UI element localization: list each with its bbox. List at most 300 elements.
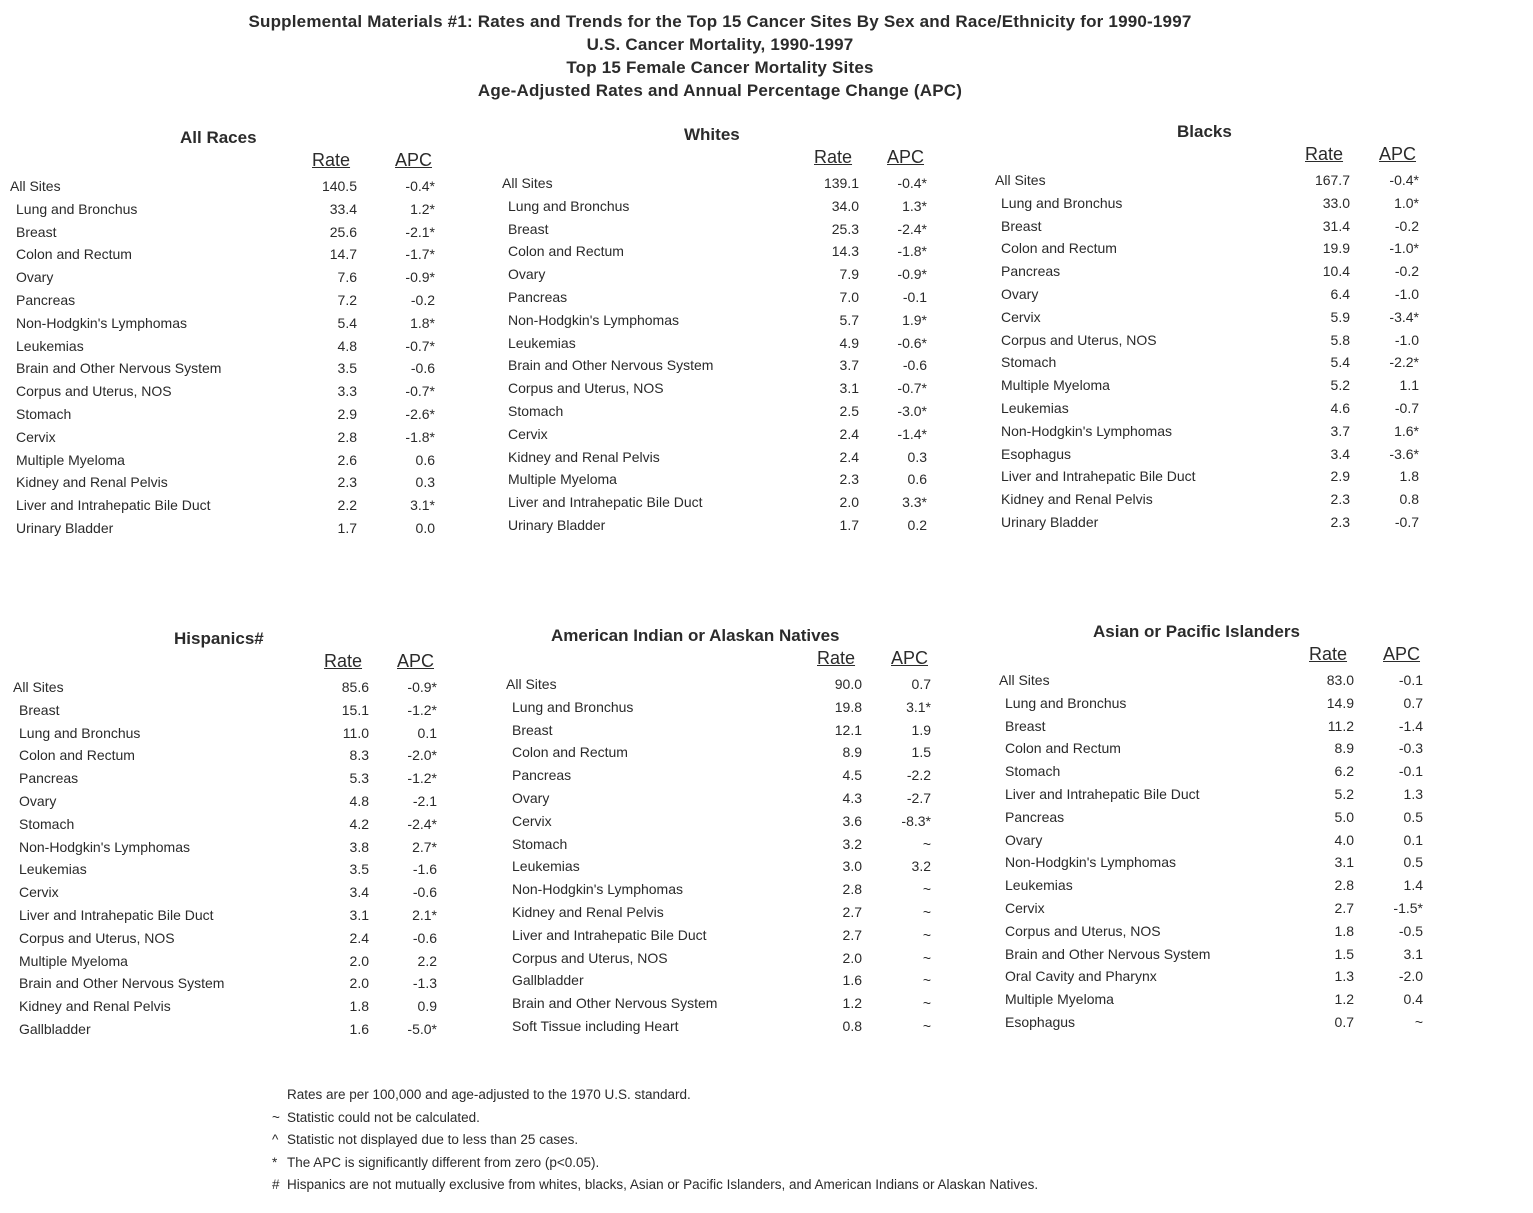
table-row xyxy=(506,810,966,833)
footnote-tilde: ~ Statistic could not be calculated. xyxy=(272,1107,1038,1130)
rate-value: 1.8 xyxy=(349,998,369,1015)
rate-value: 2.2 xyxy=(337,497,357,514)
table-row xyxy=(10,175,470,198)
apc-value: -0.1 xyxy=(902,288,927,305)
table-row xyxy=(506,1015,966,1038)
rate-value: 2.3 xyxy=(337,474,357,491)
site-name: Liver and Intrahepatic Bile Duct xyxy=(1001,468,1196,485)
apc-value: -2.1 xyxy=(412,792,437,809)
apc-value: ~ xyxy=(922,995,931,1012)
site-name: Corpus and Uterus, NOS xyxy=(1001,331,1157,348)
apc-value: -0.3 xyxy=(1398,740,1423,757)
site-name: Breast xyxy=(19,701,60,718)
rate-value: 3.1 xyxy=(839,380,859,397)
rate-value: 11.0 xyxy=(342,724,369,741)
apc-value: -8.3* xyxy=(901,812,931,829)
rate-value: 2.4 xyxy=(349,929,369,946)
footnote-asterisk: * The APC is significantly different from zero (p<0.05). xyxy=(272,1152,1038,1175)
table-row xyxy=(506,719,966,742)
subtitle-sites: Top 15 Female Cancer Mortality Sites xyxy=(566,58,874,77)
apc-value: -1.2* xyxy=(407,701,437,718)
site-name: Kidney and Renal Pelvis xyxy=(512,903,664,920)
table-row xyxy=(995,397,1455,420)
apc-value: -0.4* xyxy=(405,178,435,194)
site-name: Ovary xyxy=(19,792,57,809)
table-row xyxy=(999,965,1459,988)
table-row xyxy=(502,172,962,195)
apc-value: -2.6* xyxy=(405,405,435,422)
table-row xyxy=(995,374,1455,397)
rate-value: 3.5 xyxy=(349,861,369,878)
site-name: Brain and Other Nervous System xyxy=(19,975,225,992)
rate-value: 2.7 xyxy=(1334,899,1354,916)
table-row xyxy=(995,237,1455,260)
rate-value: 12.1 xyxy=(834,721,862,738)
rate-value: 0.7 xyxy=(1334,1013,1354,1030)
table-row xyxy=(13,950,473,973)
site-name: Pancreas xyxy=(1001,263,1061,280)
rate-value: 3.2 xyxy=(842,835,862,852)
table-row xyxy=(13,995,473,1018)
data-rows xyxy=(502,172,962,537)
rate-value: 5.7 xyxy=(839,311,859,328)
apc-value: 2.7* xyxy=(412,838,437,855)
site-name: Breast xyxy=(1005,717,1046,734)
data-rows xyxy=(10,175,470,540)
rate-value: 2.0 xyxy=(839,494,859,511)
apc-value: -0.6 xyxy=(412,929,437,946)
apc-value: ~ xyxy=(922,926,931,943)
apc-value: 3.1* xyxy=(410,497,435,514)
rate-value: 2.3 xyxy=(1330,491,1350,508)
site-name: Multiple Myeloma xyxy=(1005,991,1114,1008)
footnote-caret: ^ Statistic not displayed due to less than 25 cases. xyxy=(272,1129,1038,1152)
site-name: Kidney and Renal Pelvis xyxy=(16,474,168,491)
apc-value: -1.7* xyxy=(405,246,435,263)
rate-value: 33.4 xyxy=(329,200,357,217)
apc-value: 1.8 xyxy=(1399,468,1419,485)
site-name: Esophagus xyxy=(1005,1013,1076,1030)
table-row xyxy=(506,696,966,719)
apc-value: -0.4* xyxy=(897,175,927,191)
table-row xyxy=(999,1011,1459,1034)
site-name: Ovary xyxy=(16,269,54,286)
rate-value: 19.9 xyxy=(1322,240,1350,257)
site-name: Non-Hodgkin's Lymphomas xyxy=(508,311,680,328)
apc-value: ~ xyxy=(922,972,931,989)
table-row xyxy=(995,329,1455,352)
table-row xyxy=(10,403,470,426)
subtitle-rates: Age-Adjusted Rates and Annual Percentage Change (APC) xyxy=(477,81,963,100)
rate-value: 5.3 xyxy=(349,770,369,787)
table-row xyxy=(13,699,473,722)
apc-value: -3.6* xyxy=(1389,445,1419,462)
rate-value: 5.8 xyxy=(1330,331,1350,348)
table-row xyxy=(506,969,966,992)
rate-value: 1.2 xyxy=(1334,991,1354,1008)
table-row xyxy=(10,380,470,403)
site-name: Urinary Bladder xyxy=(508,516,606,533)
table-row xyxy=(999,874,1459,897)
site-name: Lung and Bronchus xyxy=(512,698,634,715)
site-name: Corpus and Uterus, NOS xyxy=(512,949,668,966)
apc-value: 0.6 xyxy=(415,451,435,468)
rate-value: 2.9 xyxy=(1330,468,1350,485)
table-row xyxy=(995,511,1455,534)
table-row xyxy=(13,1018,473,1041)
apc-value: -2.0* xyxy=(407,747,437,764)
table-row xyxy=(999,806,1459,829)
table-row xyxy=(10,357,470,380)
site-name: Multiple Myeloma xyxy=(1001,377,1110,394)
rate-value: 7.9 xyxy=(839,266,859,283)
site-name: Liver and Intrahepatic Bile Duct xyxy=(16,497,211,514)
apc-value: -0.9* xyxy=(407,679,437,695)
site-name: Ovary xyxy=(508,266,546,283)
rate-value: 7.0 xyxy=(839,288,859,305)
table-row xyxy=(10,471,470,494)
panel-title: American Indian or Alaskan Natives xyxy=(551,626,840,645)
apc-value: -3.4* xyxy=(1389,308,1419,325)
table-row xyxy=(999,897,1459,920)
rate-value: 5.2 xyxy=(1330,377,1350,394)
table-row xyxy=(506,764,966,787)
rate-value: 2.8 xyxy=(1334,877,1354,894)
rate-value: 11.2 xyxy=(1327,717,1354,734)
site-name: Leukemias xyxy=(508,334,576,351)
table-row xyxy=(10,198,470,221)
site-name: Stomach xyxy=(512,835,568,852)
rate-value: 1.6 xyxy=(349,1020,369,1037)
rate-value: 4.8 xyxy=(349,792,369,809)
table-row xyxy=(999,851,1459,874)
apc-value: -0.7 xyxy=(1394,399,1419,416)
rate-column-header: Rate xyxy=(312,150,351,170)
footnote-symbol: * xyxy=(272,1154,278,1170)
rate-value: 15.1 xyxy=(341,701,369,718)
site-name: Stomach xyxy=(19,815,75,832)
site-name: Leukemias xyxy=(512,858,580,875)
table-row xyxy=(502,514,962,537)
rate-value: 2.6 xyxy=(337,451,357,468)
site-name: Multiple Myeloma xyxy=(19,952,128,969)
rate-value: 2.4 xyxy=(839,448,859,465)
apc-value: -2.7 xyxy=(906,789,931,806)
rate-value: 34.0 xyxy=(831,197,859,214)
rate-value: 1.8 xyxy=(1334,922,1354,939)
apc-value: 1.2* xyxy=(410,200,435,217)
rate-value: 3.5 xyxy=(337,360,357,377)
site-name: All Sites xyxy=(506,676,557,692)
site-name: Soft Tissue including Heart xyxy=(512,1017,679,1034)
apc-value: 0.1 xyxy=(1403,831,1423,848)
site-name: Leukemias xyxy=(1001,399,1069,416)
apc-value: 0.7 xyxy=(1403,694,1423,711)
apc-value: ~ xyxy=(922,881,931,898)
site-name: Lung and Bronchus xyxy=(1001,194,1123,211)
rate-value: 4.6 xyxy=(1330,399,1350,416)
site-name: Pancreas xyxy=(1005,808,1065,825)
apc-value: 1.3 xyxy=(1403,785,1423,802)
rate-value: 2.8 xyxy=(337,428,357,445)
apc-value: ~ xyxy=(922,835,931,852)
site-name: Non-Hodgkin's Lymphomas xyxy=(1001,422,1173,439)
rate-value: 0.8 xyxy=(842,1017,862,1034)
rate-value: 33.0 xyxy=(1322,194,1350,211)
apc-value: 3.3* xyxy=(902,494,927,511)
table-row xyxy=(10,449,470,472)
apc-value: -1.2* xyxy=(407,770,437,787)
table-row xyxy=(502,491,962,514)
apc-value: -1.0 xyxy=(1394,331,1419,348)
apc-value: -1.8* xyxy=(897,243,927,260)
table-row xyxy=(999,669,1459,692)
table-row xyxy=(502,286,962,309)
apc-value: -5.0* xyxy=(407,1020,437,1037)
rate-value: 7.6 xyxy=(337,269,357,286)
table-row xyxy=(506,947,966,970)
table-row xyxy=(502,423,962,446)
site-name: All Sites xyxy=(995,172,1046,188)
table-row xyxy=(502,309,962,332)
site-name: Cervix xyxy=(512,812,552,829)
table-row xyxy=(10,517,470,540)
rate-value: 6.4 xyxy=(1330,285,1350,302)
table-row xyxy=(999,988,1459,1011)
site-name: Lung and Bronchus xyxy=(1005,694,1127,711)
table-row xyxy=(995,192,1455,215)
site-name: Corpus and Uterus, NOS xyxy=(1005,922,1161,939)
rate-value: 4.0 xyxy=(1334,831,1354,848)
site-name: Colon and Rectum xyxy=(16,246,132,263)
table-row xyxy=(999,760,1459,783)
site-name: Non-Hodgkin's Lymphomas xyxy=(1005,854,1177,871)
rate-value: 14.3 xyxy=(831,243,859,260)
site-name: Brain and Other Nervous System xyxy=(512,995,718,1012)
rate-value: 139.1 xyxy=(823,175,859,191)
data-rows xyxy=(13,676,473,1041)
apc-value: -0.6 xyxy=(412,884,437,901)
apc-value: -0.2 xyxy=(1394,263,1419,280)
site-name: Non-Hodgkin's Lymphomas xyxy=(512,881,684,898)
rate-value: 4.8 xyxy=(337,337,357,354)
apc-value: -2.2 xyxy=(906,767,931,784)
site-name: All Sites xyxy=(999,672,1050,688)
site-name: Kidney and Renal Pelvis xyxy=(508,448,660,465)
site-name: Brain and Other Nervous System xyxy=(508,357,714,374)
table-row xyxy=(10,335,470,358)
rate-value: 4.9 xyxy=(839,334,859,351)
rate-value: 5.0 xyxy=(1334,808,1354,825)
site-name: Non-Hodgkin's Lymphomas xyxy=(16,314,188,331)
table-row xyxy=(999,943,1459,966)
panel-title: Whites xyxy=(684,125,740,144)
apc-value: -1.3 xyxy=(412,975,437,992)
rate-value: 3.7 xyxy=(1330,422,1350,439)
table-row xyxy=(502,377,962,400)
title-block xyxy=(0,10,1440,102)
rate-value: 25.3 xyxy=(831,220,859,237)
table-row xyxy=(10,494,470,517)
rate-value: 14.7 xyxy=(329,246,357,263)
apc-value: -0.7* xyxy=(405,383,435,400)
table-row xyxy=(506,787,966,810)
site-name: Breast xyxy=(508,220,549,237)
site-name: Colon and Rectum xyxy=(512,744,628,761)
rate-value: 1.6 xyxy=(842,972,862,989)
site-name: Liver and Intrahepatic Bile Duct xyxy=(19,906,214,923)
table-row xyxy=(13,767,473,790)
rate-value: 4.5 xyxy=(842,767,862,784)
site-name: Leukemias xyxy=(1005,877,1073,894)
panel-title: Hispanics# xyxy=(174,629,264,648)
table-row xyxy=(506,833,966,856)
rate-value: 3.7 xyxy=(839,357,859,374)
table-row xyxy=(995,420,1455,443)
table-row xyxy=(995,443,1455,466)
apc-value: 1.9 xyxy=(911,721,931,738)
apc-value: -1.6 xyxy=(412,861,437,878)
table-row xyxy=(13,722,473,745)
site-name: Brain and Other Nervous System xyxy=(1005,945,1211,962)
table-row xyxy=(506,992,966,1015)
apc-value: 1.6* xyxy=(1394,422,1419,439)
apc-value: -1.0* xyxy=(1389,240,1419,257)
table-row xyxy=(13,813,473,836)
site-name: Breast xyxy=(512,721,553,738)
rate-value: 2.0 xyxy=(349,952,369,969)
site-name: Cervix xyxy=(1001,308,1041,325)
apc-value: 1.3* xyxy=(902,197,927,214)
rate-value: 1.7 xyxy=(337,519,357,536)
table-row xyxy=(999,692,1459,715)
site-name: Stomach xyxy=(508,402,564,419)
site-name: Colon and Rectum xyxy=(1005,740,1121,757)
rate-value: 90.0 xyxy=(834,676,862,692)
site-name: Brain and Other Nervous System xyxy=(16,360,222,377)
apc-value: -0.1 xyxy=(1398,672,1423,688)
table-row xyxy=(995,215,1455,238)
site-name: Stomach xyxy=(16,405,72,422)
apc-value: -1.8* xyxy=(405,428,435,445)
table-row xyxy=(10,426,470,449)
rate-value: 31.4 xyxy=(1322,217,1350,234)
table-row xyxy=(10,243,470,266)
rate-value: 8.9 xyxy=(842,744,862,761)
site-name: Liver and Intrahepatic Bile Duct xyxy=(508,494,703,511)
apc-value: 0.2 xyxy=(907,516,927,533)
main-title: Supplemental Materials #1: Rates and Trends for the Top 15 Cancer Sites By Sex and Race/Ethnicity for 1990-1997 xyxy=(248,12,1192,31)
apc-value: -0.9* xyxy=(897,266,927,283)
rate-value: 167.7 xyxy=(1314,172,1350,188)
apc-value: 0.9 xyxy=(417,998,437,1015)
apc-column-header: APC xyxy=(1383,644,1421,664)
table-row xyxy=(995,169,1455,192)
apc-value: -0.5 xyxy=(1398,922,1423,939)
apc-value: -2.0 xyxy=(1398,968,1423,985)
rate-value: 2.8 xyxy=(842,881,862,898)
rate-value: 85.6 xyxy=(341,679,369,695)
apc-value: 1.4 xyxy=(1403,877,1423,894)
site-name: Esophagus xyxy=(1001,445,1072,462)
apc-value: ~ xyxy=(922,949,931,966)
rate-value: 25.6 xyxy=(329,223,357,240)
site-name: Leukemias xyxy=(16,337,84,354)
site-name: Multiple Myeloma xyxy=(508,471,617,488)
rate-value: 19.8 xyxy=(834,698,862,715)
table-row xyxy=(506,673,966,696)
table-row xyxy=(999,737,1459,760)
table-row xyxy=(995,465,1455,488)
table-row xyxy=(995,488,1455,511)
site-name: Ovary xyxy=(512,789,550,806)
rate-value: 1.5 xyxy=(1334,945,1354,962)
data-rows xyxy=(506,673,966,1038)
site-name: Cervix xyxy=(19,884,59,901)
apc-value: 3.1 xyxy=(1403,945,1423,962)
rate-value: 3.3 xyxy=(337,383,357,400)
site-name: Cervix xyxy=(1005,899,1045,916)
apc-value: 3.2 xyxy=(911,858,931,875)
site-name: Colon and Rectum xyxy=(508,243,624,260)
table-row xyxy=(502,263,962,286)
table-row xyxy=(13,790,473,813)
rate-value: 3.4 xyxy=(349,884,369,901)
site-name: Gallbladder xyxy=(19,1020,91,1037)
footnotes xyxy=(272,1084,1038,1197)
table-row xyxy=(999,920,1459,943)
site-name: Liver and Intrahepatic Bile Duct xyxy=(512,926,707,943)
rate-value: 2.3 xyxy=(839,471,859,488)
apc-value: -2.1* xyxy=(405,223,435,240)
apc-value: 1.0* xyxy=(1394,194,1419,211)
table-row xyxy=(506,924,966,947)
apc-value: 1.1 xyxy=(1399,377,1419,394)
apc-value: 1.5 xyxy=(911,744,931,761)
table-row xyxy=(506,878,966,901)
rate-value: 3.0 xyxy=(842,858,862,875)
site-name: Stomach xyxy=(1005,763,1061,780)
footnote-symbol: # xyxy=(272,1177,280,1192)
site-name: Corpus and Uterus, NOS xyxy=(508,380,664,397)
table-row xyxy=(506,741,966,764)
table-row xyxy=(13,744,473,767)
rate-value: 14.9 xyxy=(1326,694,1354,711)
rate-value: 2.7 xyxy=(842,926,862,943)
apc-value: 3.1* xyxy=(906,698,931,715)
apc-value: -0.2 xyxy=(1394,217,1419,234)
rate-value: 8.3 xyxy=(349,747,369,764)
apc-value: -0.7* xyxy=(405,337,435,354)
site-name: Pancreas xyxy=(16,291,76,308)
site-name: Kidney and Renal Pelvis xyxy=(1001,491,1153,508)
site-name: Pancreas xyxy=(19,770,79,787)
rate-value: 2.9 xyxy=(337,405,357,422)
site-name: Ovary xyxy=(1005,831,1043,848)
site-name: Cervix xyxy=(16,428,56,445)
site-name: Lung and Bronchus xyxy=(16,200,138,217)
apc-column-header: APC xyxy=(397,651,435,671)
rate-value: 140.5 xyxy=(321,178,357,194)
table-row xyxy=(13,927,473,950)
apc-value: 2.1* xyxy=(412,906,437,923)
rate-value: 5.2 xyxy=(1334,785,1354,802)
rate-value: 3.1 xyxy=(349,906,369,923)
site-name: Gallbladder xyxy=(512,972,584,989)
apc-value: ~ xyxy=(922,1017,931,1034)
footnote-rates: Rates are per 100,000 and age-adjusted to the 1970 U.S. standard. xyxy=(287,1087,691,1102)
apc-value: -1.4* xyxy=(897,425,927,442)
